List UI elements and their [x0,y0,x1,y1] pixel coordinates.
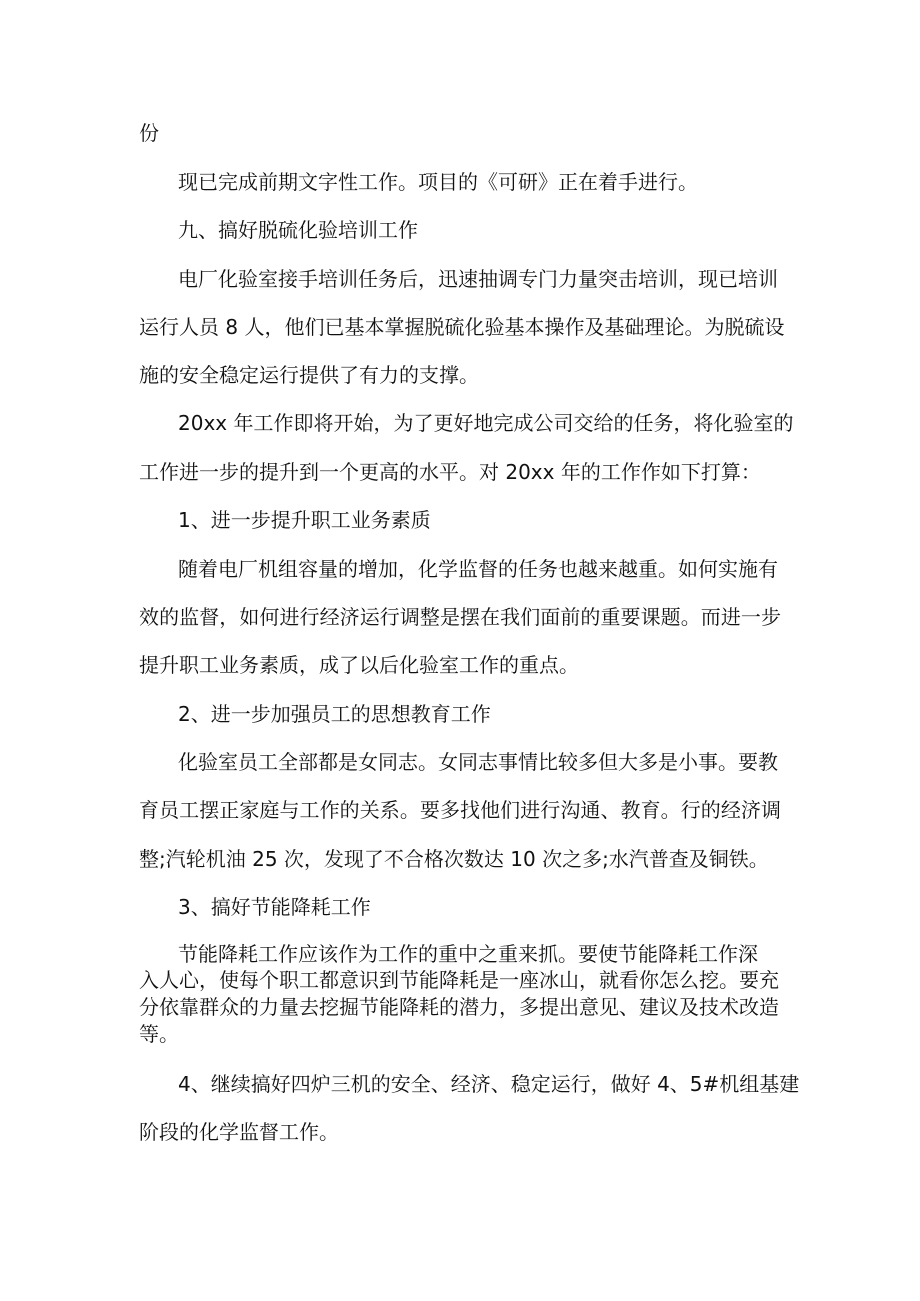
text-line: 节能降耗工作应该作为工作的重中之重来抓。要使节能降耗工作深 [178,942,758,966]
section-heading: 3、搞好节能降耗工作 [178,895,371,919]
section-heading: 2、进一步加强员工的思想教育工作 [178,702,491,726]
text-line: 施的安全稳定运行提供了有力的支撑。 [139,363,479,387]
text-line: 现已完成前期文字性工作。项目的《可研》正在着手进行。 [178,170,698,194]
text-line: 分依靠群众的力量去挖掘节能降耗的潜力，多提出意见、建议及技术改造 [139,995,779,1019]
text-line: 化验室员工全部都是女同志。女同志事情比较多但大多是小事。要教 [178,750,778,774]
text-line: 运行人员 8 人，他们已基本掌握脱硫化验基本操作及基础理论。为脱硫设 [139,315,785,339]
text-line: 份 [139,121,159,145]
text-line: 工作进一步的提升到一个更高的水平。对 20xx 年的工作作如下打算： [139,460,761,484]
text-line: 阶段的化学监督工作。 [139,1120,339,1144]
text-line: 随着电厂机组容量的增加，化学监督的任务也越来越重。如何实施有 [178,557,778,581]
section-heading: 1、进一步提升职工业务素质 [178,508,431,532]
text-line: 电厂化验室接手培训任务后，迅速抽调专门力量突击培训，现已培训 [178,267,778,291]
text-line: 等。 [139,1022,179,1046]
text-line: 4、继续搞好四炉三机的安全、经济、稳定运行，做好 4、5#机组基建 [178,1072,800,1096]
text-line: 效的监督，如何进行经济运行调整是摆在我们面前的重要课题。而进一步 [139,605,781,629]
text-line: 育员工摆正家庭与工作的关系。要多找他们进行沟通、教育。行的经济调 [139,798,781,822]
text-line: 整;汽轮机油 25 次，发现了不合格次数达 10 次之多;水汽普查及铜铁。 [139,847,769,871]
text-line: 20xx 年工作即将开始，为了更好地完成公司交给的任务，将化验室的 [178,411,794,435]
text-line: 提升职工业务素质，成了以后化验室工作的重点。 [139,653,579,677]
text-line: 入人心，使每个职工都意识到节能降耗是一座冰山，就看你怎么挖。要充 [139,968,779,992]
section-heading: 九、搞好脱硫化验培训工作 [178,218,418,242]
